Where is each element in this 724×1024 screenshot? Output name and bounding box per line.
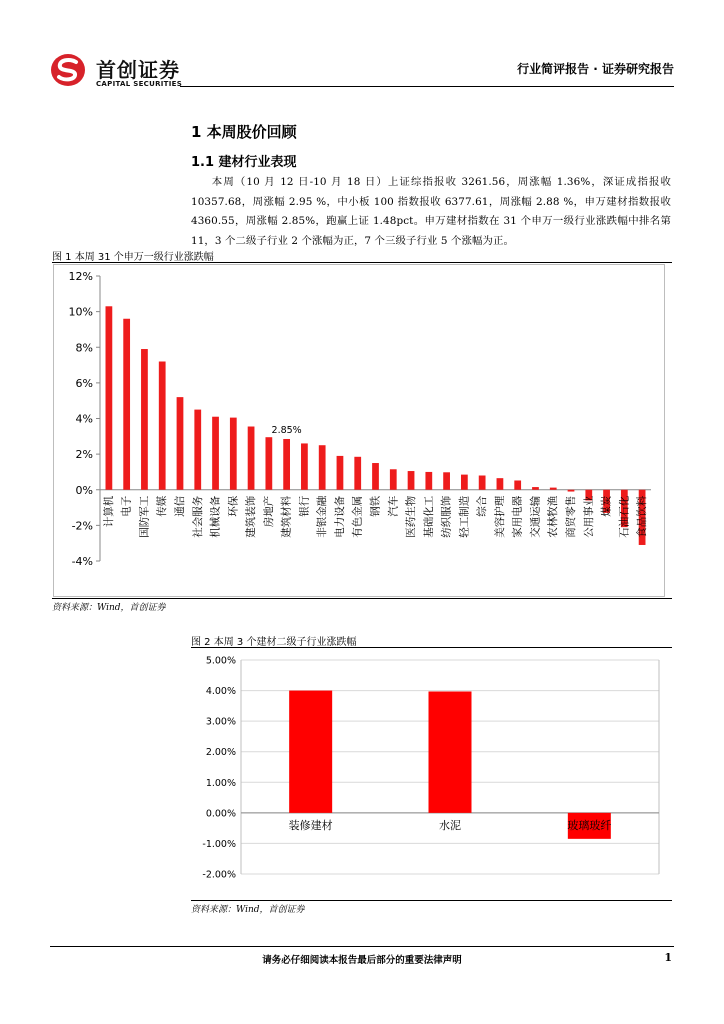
figure2-source: 资料来源：Wind，首创证券 bbox=[191, 905, 305, 915]
y-tick-label: 4.00% bbox=[205, 686, 236, 698]
bar-农林牧渔 bbox=[550, 488, 557, 490]
x-category-label: 农林牧渔 bbox=[547, 495, 560, 538]
logo-chinese-name: 首创证券 bbox=[96, 58, 180, 82]
y-tick-label: -2.00% bbox=[202, 869, 236, 881]
bar-轻工制造 bbox=[461, 475, 468, 490]
y-tick-label: -2% bbox=[71, 519, 93, 533]
bar-综合 bbox=[479, 476, 486, 490]
bar-银行 bbox=[301, 443, 308, 489]
y-tick-label: 6% bbox=[75, 376, 93, 390]
x-category-label: 汽车 bbox=[387, 495, 400, 517]
x-category-label: 家用电器 bbox=[511, 495, 524, 538]
figure2-top-rule bbox=[191, 647, 672, 648]
x-category-label: 轻工制造 bbox=[458, 495, 471, 538]
x-category-label: 商贸零售 bbox=[565, 495, 578, 538]
bar-国防军工 bbox=[141, 349, 148, 490]
x-category-label: 非银金融 bbox=[316, 495, 329, 538]
x-category-label: 有色金属 bbox=[351, 495, 364, 538]
bar-医药生物 bbox=[408, 471, 415, 490]
figure1-caption: 图 1 本周 31 个申万一级行业涨跌幅 bbox=[52, 252, 214, 263]
bar-电子 bbox=[123, 319, 130, 490]
y-tick-label: 10% bbox=[68, 305, 93, 319]
data-label: 2.85% bbox=[271, 424, 302, 436]
bar-计算机 bbox=[106, 306, 113, 489]
y-tick-label: 0.00% bbox=[205, 808, 236, 820]
x-category-label: 石油石化 bbox=[618, 495, 631, 538]
header-divider bbox=[180, 86, 674, 87]
legal-disclaimer: 请务必仔细阅读本报告最后部分的重要法律声明 bbox=[262, 955, 462, 966]
x-category-label: 传媒 bbox=[156, 495, 169, 517]
bar-纺织服饰 bbox=[443, 472, 450, 489]
x-category-label: 水泥 bbox=[439, 818, 461, 832]
x-category-label: 电力设备 bbox=[333, 495, 346, 538]
x-category-label: 纺织服饰 bbox=[440, 495, 453, 538]
x-category-label: 电子 bbox=[120, 495, 133, 517]
report-type-title: 行业简评报告 · 证券研究报告 bbox=[517, 62, 674, 76]
x-category-label: 建筑材料 bbox=[280, 495, 293, 538]
x-category-label: 社会服务 bbox=[191, 495, 204, 538]
bar-有色金属 bbox=[354, 457, 361, 490]
bar-建筑材料 bbox=[283, 439, 290, 490]
y-tick-label: 1.00% bbox=[205, 777, 236, 789]
subindustry-returns-bar-chart bbox=[191, 650, 672, 898]
x-category-label: 玻璃玻纤 bbox=[567, 818, 612, 832]
page-number: 1 bbox=[664, 951, 672, 964]
x-category-label: 通信 bbox=[173, 495, 186, 517]
bar-交通运输 bbox=[532, 487, 539, 490]
x-category-label: 机械设备 bbox=[209, 495, 222, 538]
x-category-label: 医药生物 bbox=[405, 495, 418, 538]
y-tick-label: 3.00% bbox=[205, 716, 236, 728]
x-category-label: 交通运输 bbox=[529, 495, 542, 538]
bar-传媒 bbox=[159, 362, 166, 490]
y-tick-label: 2.00% bbox=[205, 747, 236, 759]
x-category-label: 美容护理 bbox=[493, 495, 506, 538]
logo-english-name: CAPITAL SECURITIES bbox=[96, 80, 183, 88]
bar-通信 bbox=[177, 397, 184, 490]
y-tick-label: -4% bbox=[71, 555, 93, 568]
x-category-label: 食品饮料 bbox=[636, 495, 649, 538]
bar-钢铁 bbox=[372, 463, 379, 490]
bar-非银金融 bbox=[319, 445, 326, 490]
y-tick-label: -1.00% bbox=[202, 838, 236, 850]
industry-returns-bar-chart bbox=[53, 264, 665, 597]
bar-房地产 bbox=[265, 437, 272, 490]
x-category-label: 煤炭 bbox=[600, 495, 613, 517]
x-category-label: 装修建材 bbox=[288, 818, 333, 832]
bar-美容护理 bbox=[497, 478, 504, 490]
summary-paragraph: 本周（10 月 12 日-10 月 18 日）上证综指报收 3261.56，周涨幅 1.36%，深证成指报收 10357.68，周涨幅 2.95 %，中小板 100 指数报收 6377.61，周涨幅 2.88 %，申万建材指数报收 4360.55，周涨幅 2.85%，跑赢上证 1.48pct。申万建材指数在 31 个申万一级行业涨跌幅中排名第 11，3 个二级子行业 2 个涨幅为正，7 个三级子行业 5 个涨幅为正。 bbox=[191, 176, 671, 247]
bar-环保 bbox=[230, 418, 237, 490]
bar-电力设备 bbox=[337, 456, 344, 490]
bar-社会服务 bbox=[194, 410, 201, 490]
x-category-label: 钢铁 bbox=[369, 495, 382, 517]
y-tick-label: 8% bbox=[75, 341, 93, 355]
x-category-label: 建筑装饰 bbox=[245, 495, 258, 538]
y-tick-label: 2% bbox=[75, 448, 93, 462]
bar-建筑装饰 bbox=[248, 427, 255, 490]
bar-机械设备 bbox=[212, 417, 219, 490]
y-tick-label: 5.00% bbox=[205, 655, 236, 667]
figure2-bottom-rule bbox=[191, 900, 672, 901]
x-category-label: 综合 bbox=[476, 495, 489, 517]
bar-汽车 bbox=[390, 469, 397, 489]
bar-装修建材 bbox=[289, 691, 332, 813]
y-tick-label: 0% bbox=[75, 483, 93, 497]
x-category-label: 国防军工 bbox=[138, 495, 151, 538]
figure1-bottom-rule bbox=[52, 598, 672, 599]
x-category-label: 环保 bbox=[227, 495, 240, 517]
page-header bbox=[50, 50, 674, 90]
figure1-top-rule bbox=[52, 262, 672, 263]
bar-水泥 bbox=[429, 691, 472, 812]
y-tick-label: 4% bbox=[75, 412, 93, 426]
section-heading: 1 本周股价回顾 bbox=[191, 123, 297, 141]
figure1-source: 资料来源：Wind，首创证券 bbox=[52, 603, 166, 613]
figure2-caption: 图 2 本周 3 个建材二级子行业涨跌幅 bbox=[191, 637, 357, 648]
x-category-label: 基础化工 bbox=[422, 495, 435, 538]
x-category-label: 房地产 bbox=[262, 495, 275, 528]
y-tick-label: 12% bbox=[68, 270, 93, 283]
bar-商贸零售 bbox=[568, 490, 575, 492]
x-category-label: 计算机 bbox=[102, 495, 115, 528]
footer-divider bbox=[50, 946, 674, 947]
capital-securities-logo-icon bbox=[50, 53, 86, 87]
subsection-heading: 1.1 建材行业表现 bbox=[191, 155, 297, 170]
bar-基础化工 bbox=[425, 472, 432, 490]
x-category-label: 公用事业 bbox=[582, 495, 595, 538]
x-category-label: 银行 bbox=[298, 495, 311, 517]
bar-家用电器 bbox=[514, 480, 521, 489]
